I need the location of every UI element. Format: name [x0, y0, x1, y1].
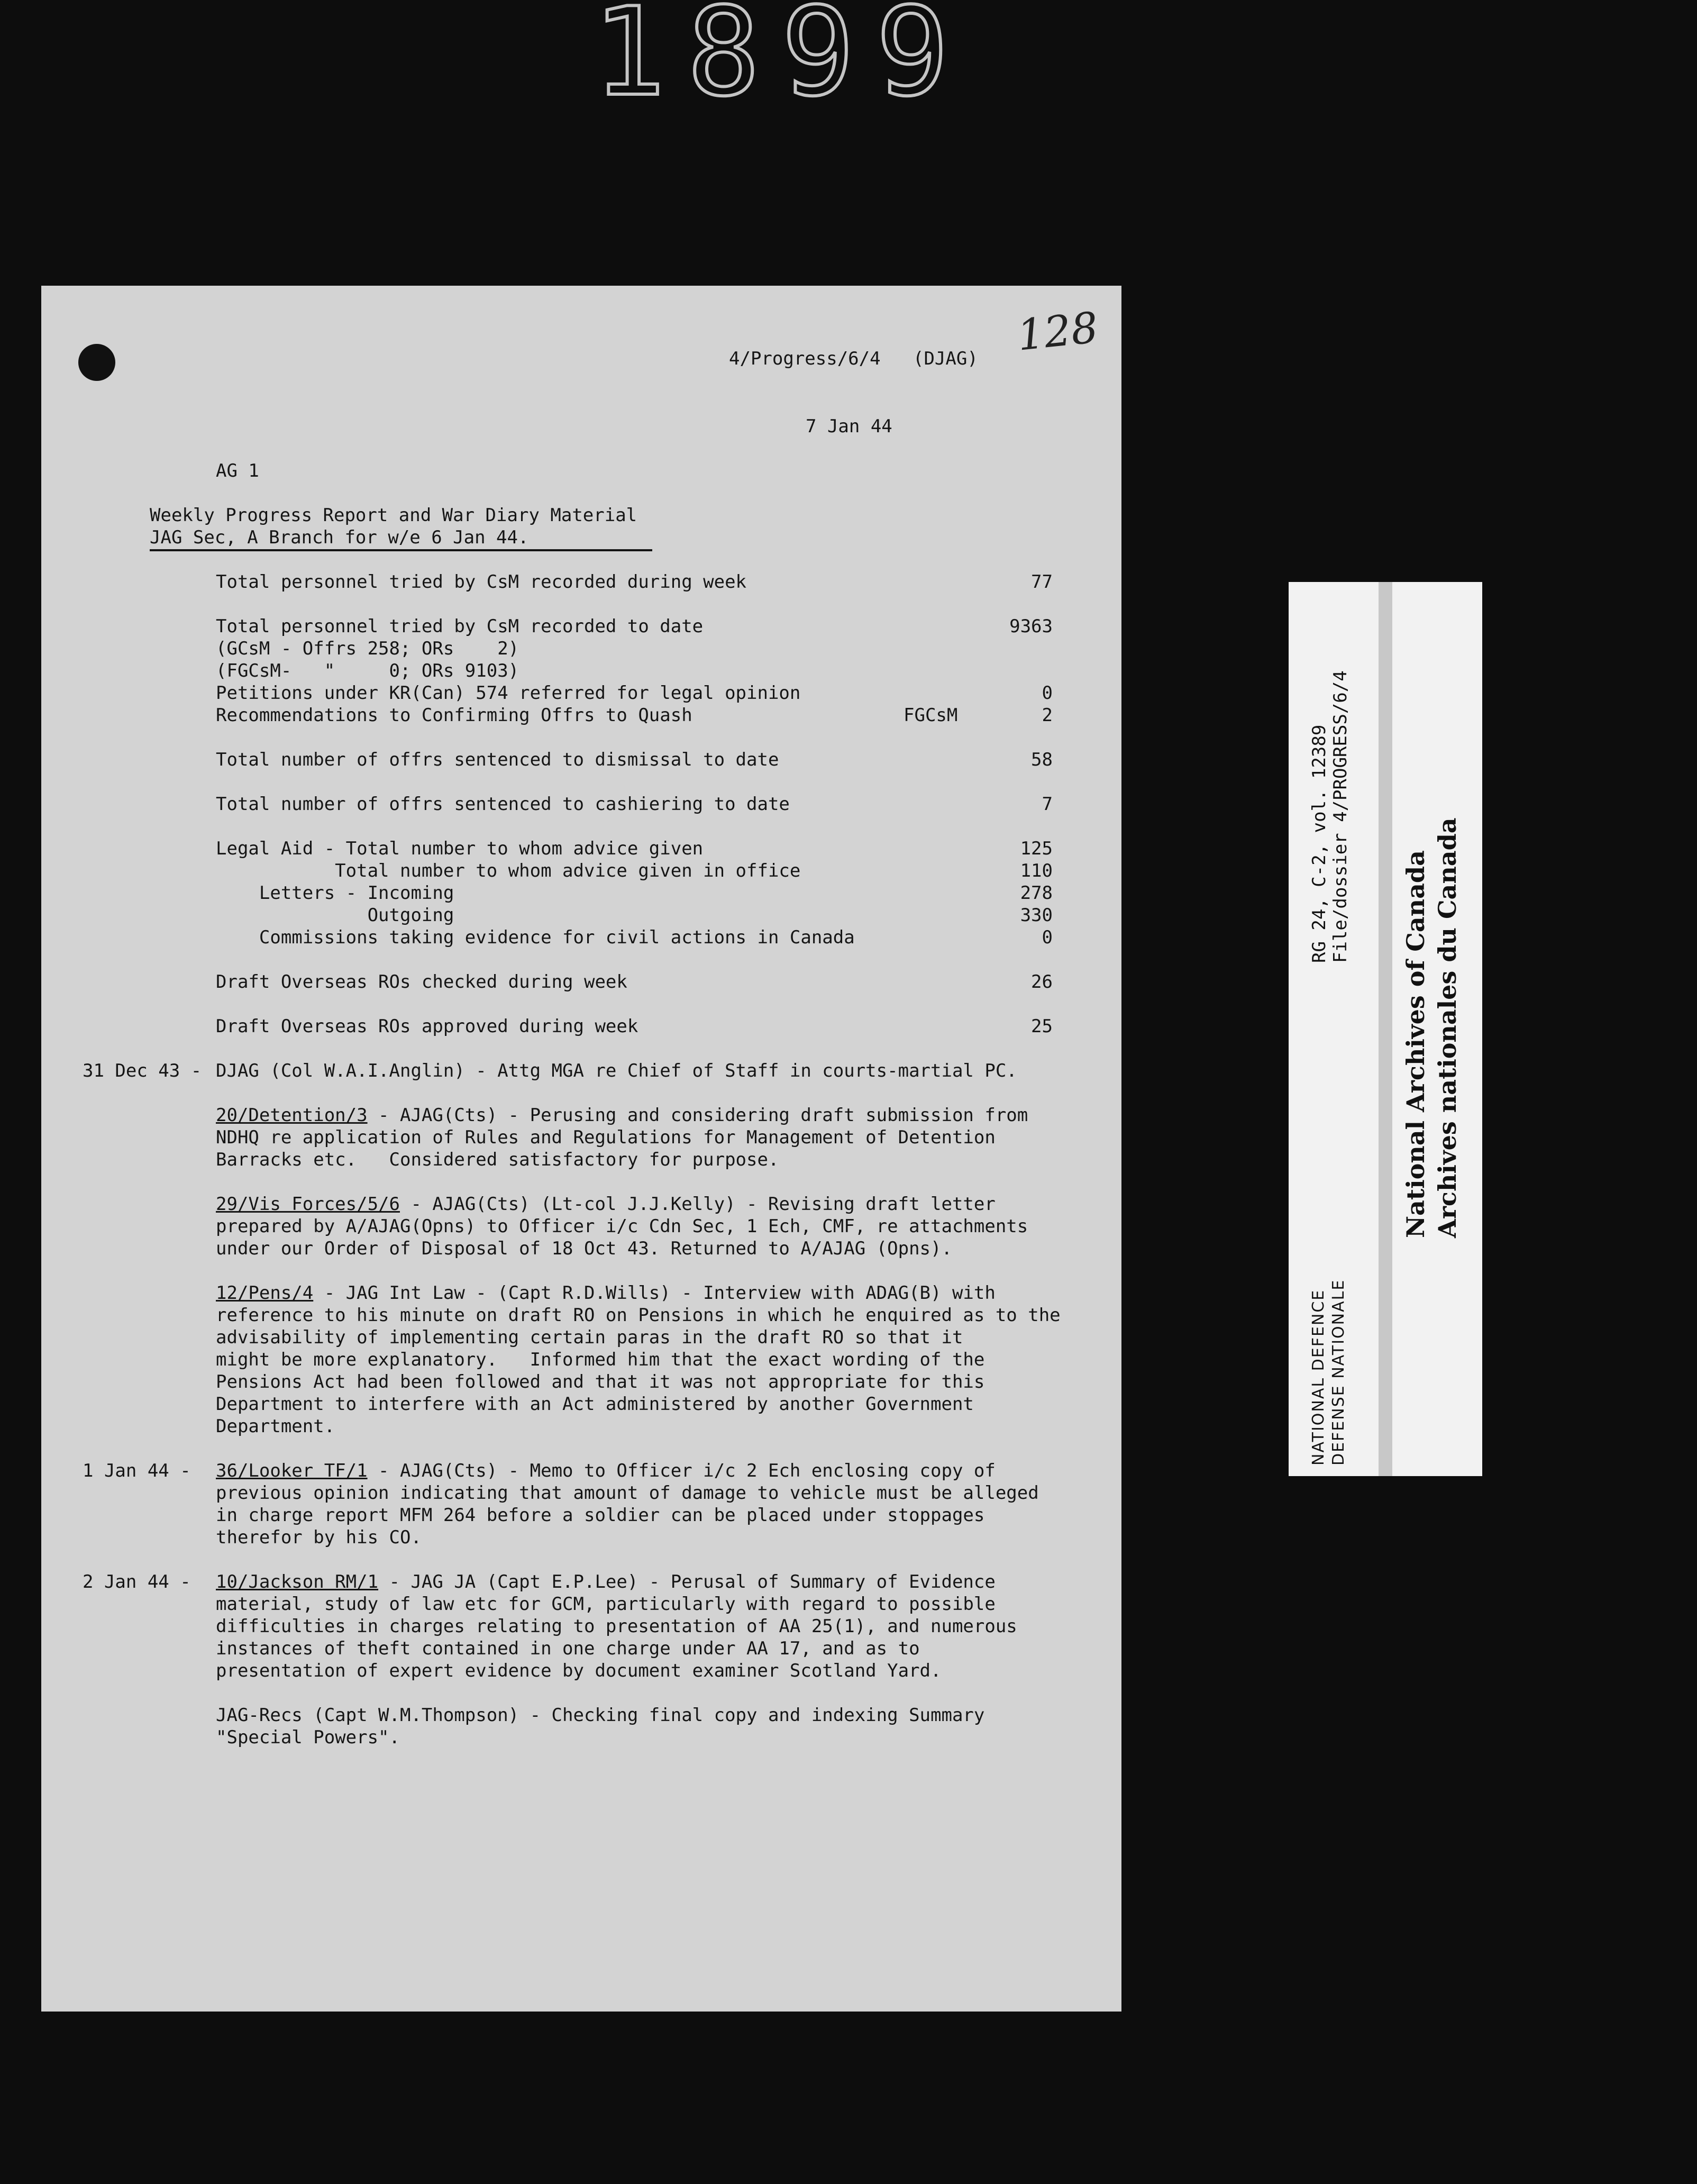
stat-label: Total number to whom advice given in office [216, 860, 801, 881]
stat-label: Draft Overseas ROs approved during week [216, 1016, 638, 1037]
stat-value: 7 [1042, 794, 1053, 815]
department-label-line: NATIONAL DEFENCE [1309, 1289, 1328, 1466]
document-date: 7 Jan 44 [806, 416, 892, 437]
stat-value: 77 [1031, 571, 1053, 593]
stat-value: 330 [1020, 905, 1053, 926]
stat-value: 110 [1020, 860, 1053, 881]
entry-text: - AJAG(Cts) (Lt-col J.J.Kelly) - Revising draft letter [400, 1194, 996, 1215]
punch-hole-mark [78, 344, 115, 381]
entry-text: presentation of expert evidence by document examiner Scotland Yard. [216, 1660, 942, 1681]
entry-text: previous opinion indicating that amount of damage to vehicle must be alleged [216, 1482, 1039, 1504]
report-title-line-1: Weekly Progress Report and War Diary Material [150, 505, 637, 526]
entry-text: - JAG Int Law - (Capt R.D.Wills) - Interview with ADAG(B) with [313, 1282, 996, 1304]
stat-label: Letters - Incoming [216, 882, 454, 904]
stat-value: 2 [1042, 705, 1053, 726]
entry-text: - AJAG(Cts) - Memo to Officer i/c 2 Ech enclosing copy of [367, 1460, 996, 1481]
entry-text: therefor by his CO. [216, 1527, 422, 1548]
microfilm-frame-number: 1899 [592, 0, 970, 123]
stat-label: (FGCsM- " 0; ORs 9103) [216, 660, 519, 681]
entry-first-line [216, 1571, 996, 1593]
entry-first-line [216, 1282, 996, 1304]
entry-text: DJAG (Col W.A.I.Anglin) - Attg MGA re Chief of Staff in courts-martial PC. [216, 1060, 1017, 1081]
stat-value: 0 [1042, 927, 1053, 948]
entry-file-ref: 36/Looker TF/1 [216, 1460, 368, 1481]
report-title-line-2: JAG Sec, A Branch for w/e 6 Jan 44. [150, 527, 529, 548]
stat-label: Commissions taking evidence for civil actions in Canada [216, 927, 855, 948]
archive-label-card [1289, 582, 1482, 1476]
stat-label: Legal Aid - Total number to whom advice given [216, 838, 704, 859]
entry-text: Barracks etc. Considered satisfactory for purpose. [216, 1149, 779, 1170]
entry-date: 31 Dec 43 - [83, 1060, 202, 1081]
file-reference: 4/Progress/6/4 (DJAG) [729, 348, 978, 369]
archive-reference-line: File/dossier 4/PROGRESS/6/4 [1330, 670, 1351, 963]
entry-file-ref: 12/Pens/4 [216, 1282, 314, 1304]
entry-text: advisability of implementing certain paras in the draft RO so that it [216, 1327, 963, 1348]
stat-value: 26 [1031, 971, 1053, 993]
stat-value: 278 [1020, 882, 1053, 904]
stat-extra: FGCsM [904, 705, 958, 726]
title-underline [150, 549, 652, 551]
entry-text: under our Order of Disposal of 18 Oct 43. Returned to A/AJAG (Opns). [216, 1238, 952, 1259]
stat-label: (GCsM - Offrs 258; ORs 2) [216, 638, 519, 659]
entry-date: 1 Jan 44 - [83, 1460, 191, 1481]
entry-text: instances of theft contained in one charge under AA 17, and as to [216, 1638, 920, 1659]
stat-label: Total number of offrs sentenced to cashiering to date [216, 794, 790, 815]
department-label-line: DEFENSE NATIONALE [1329, 1279, 1348, 1466]
stat-label: Total personnel tried by CsM recorded to date [216, 616, 704, 637]
entry-text: JAG-Recs (Capt W.M.Thompson) - Checking final copy and indexing Summary [216, 1705, 985, 1726]
entry-text: reference to his minute on draft RO on Pensions in which he enquired as to the [216, 1305, 1061, 1326]
stat-value: 125 [1020, 838, 1053, 859]
entry-text: "Special Powers". [216, 1727, 400, 1748]
archive-name-french: Archives nationales du Canada [1433, 817, 1462, 1238]
department-label [1309, 1279, 1349, 1466]
label-divider [1379, 582, 1392, 1476]
entry-text: - JAG JA (Capt E.P.Lee) - Perusal of Summary of Evidence [378, 1571, 996, 1593]
stat-value: 25 [1031, 1016, 1053, 1037]
national-archives-label [1400, 817, 1463, 1238]
stat-label: Total personnel tried by CsM recorded during week [216, 571, 747, 593]
handwritten-page-number: 128 [1015, 303, 1101, 360]
entry-text: prepared by A/AJAG(Opns) to Officer i/c Cdn Sec, 1 Ech, CMF, re attachments [216, 1216, 1028, 1237]
stat-label: Outgoing [216, 905, 454, 926]
entry-first-line [216, 1194, 996, 1215]
entry-text: material, study of law etc for GCM, particularly with regard to possible [216, 1594, 996, 1615]
entry-file-ref: 20/Detention/3 [216, 1105, 368, 1126]
addressee: AG 1 [216, 460, 259, 481]
entry-text: in charge report MFM 264 before a soldier can be placed under stoppages [216, 1505, 985, 1526]
entry-text: Pensions Act had been followed and that it was not appropriate for this [216, 1371, 985, 1393]
entry-date: 2 Jan 44 - [83, 1571, 191, 1593]
entry-text: difficulties in charges relating to presentation of AA 25(1), and numerous [216, 1616, 1017, 1637]
archive-reference [1309, 670, 1351, 963]
entry-file-ref: 10/Jackson RM/1 [216, 1571, 379, 1593]
stat-value: 0 [1042, 683, 1053, 704]
stat-label: Petitions under KR(Can) 574 referred for legal opinion [216, 683, 801, 704]
archive-name-english: National Archives of Canada [1401, 850, 1430, 1238]
stat-label: Total number of offrs sentenced to dismissal to date [216, 749, 779, 770]
entry-file-ref: 29/Vis Forces/5/6 [216, 1194, 400, 1215]
entry-first-line [216, 1460, 996, 1481]
stat-label: Draft Overseas ROs checked during week [216, 971, 627, 993]
archive-reference-line: RG 24, C-2, vol. 12389 [1309, 724, 1330, 963]
stat-value: 9363 [1009, 616, 1053, 637]
stat-value: 58 [1031, 749, 1053, 770]
entry-text: Department to interfere with an Act administered by another Government [216, 1394, 974, 1415]
stat-label: Recommendations to Confirming Offrs to Quash [216, 705, 692, 726]
entry-text: NDHQ re application of Rules and Regulations for Management of Detention [216, 1127, 996, 1148]
entry-text: - AJAG(Cts) - Perusing and considering draft submission from [367, 1105, 1028, 1126]
entry-text: might be more explanatory. Informed him that the exact wording of the [216, 1349, 985, 1370]
entry-first-line [216, 1105, 1028, 1126]
document-page [41, 286, 1121, 2012]
entry-text: Department. [216, 1416, 335, 1437]
